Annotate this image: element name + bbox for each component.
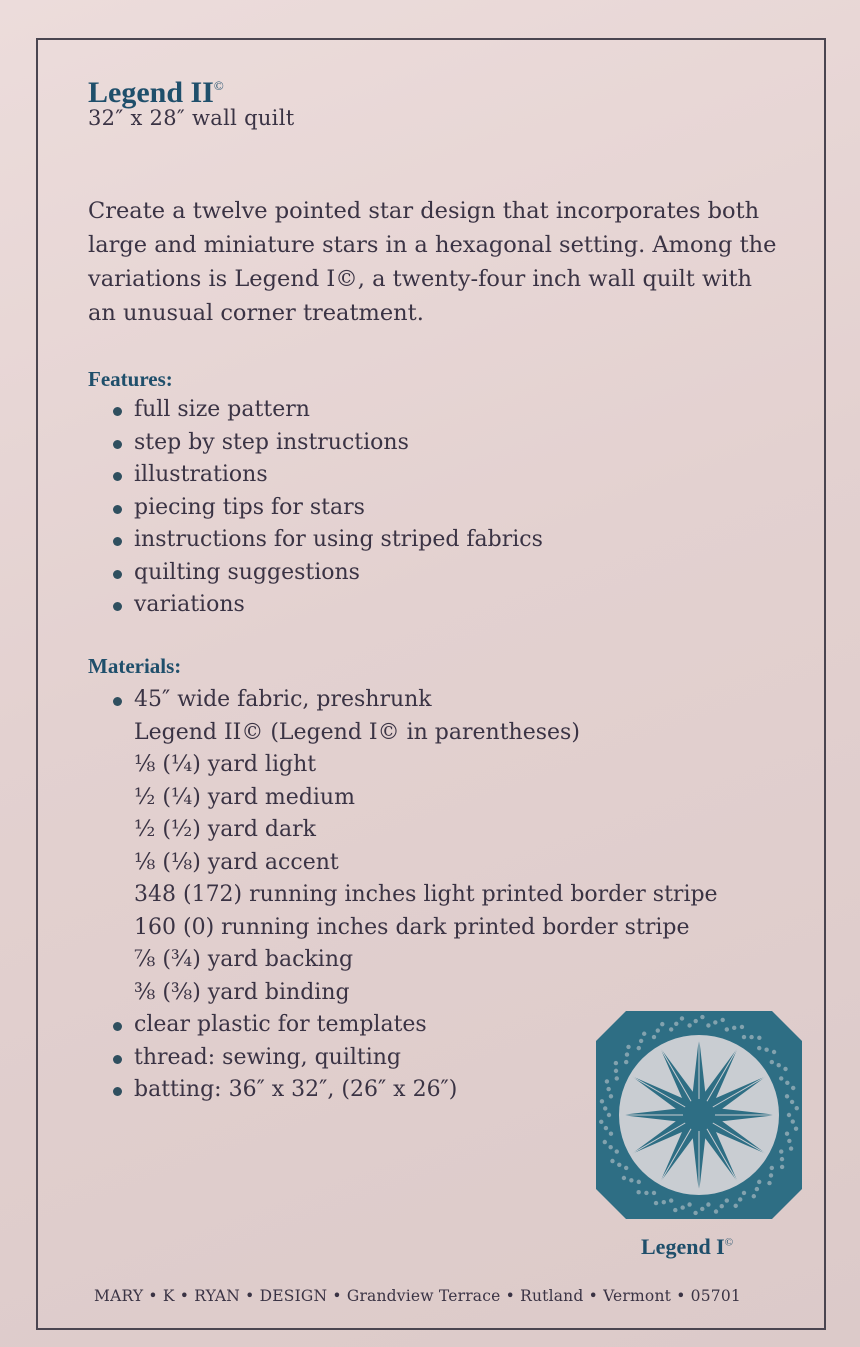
list-item: ⅛ (⅛) yard accent	[134, 849, 339, 875]
title-text: Legend II	[88, 76, 214, 109]
border-speck	[772, 1050, 776, 1054]
border-speck	[742, 1035, 746, 1039]
border-speck	[610, 1159, 614, 1163]
border-speck	[755, 1187, 759, 1191]
border-speck	[732, 1026, 736, 1030]
border-speck	[785, 1094, 789, 1098]
border-speck	[680, 1016, 684, 1020]
list-item: full size pattern	[108, 394, 543, 427]
border-speck	[669, 1198, 673, 1202]
border-speck	[642, 1032, 646, 1036]
border-speck	[795, 1106, 799, 1110]
border-speck	[770, 1166, 774, 1170]
page-title	[88, 76, 224, 110]
intro-line: variations is Legend I©, a twenty-four inch wall quilt with	[88, 266, 752, 292]
border-speck	[791, 1086, 795, 1090]
illustration-caption	[641, 1234, 733, 1260]
border-speck	[785, 1081, 789, 1085]
border-speck	[656, 1028, 660, 1032]
border-speck	[662, 1200, 666, 1204]
list-item: instructions for using striped fabrics	[108, 524, 543, 557]
border-speck	[720, 1204, 724, 1208]
legend-i-quilt-illustration	[596, 1011, 802, 1219]
border-speck	[680, 1205, 684, 1209]
list-item: piecing tips for stars	[108, 492, 543, 525]
border-speck	[787, 1139, 791, 1143]
border-speck	[636, 1190, 640, 1194]
list-item: variations	[108, 589, 543, 622]
list-item: clear plastic for templates	[108, 1009, 718, 1042]
border-speck	[757, 1046, 761, 1050]
border-speck	[599, 1120, 603, 1124]
publisher-footer: MARY • K • RYAN • DESIGN • Grandview Terrace • Rutland • Vermont • 05701	[94, 1287, 741, 1305]
border-speck	[779, 1076, 783, 1080]
list-item: ⅞ (¾) yard backing	[134, 947, 354, 972]
intro-line: Create a twelve pointed star design that incorporates both	[88, 198, 760, 224]
border-speck	[615, 1149, 619, 1153]
border-speck	[673, 1208, 677, 1212]
border-speck	[693, 1211, 697, 1215]
list-item: ½ (¼) yard medium	[134, 784, 355, 810]
border-speck	[706, 1202, 710, 1206]
features-heading: Features:	[88, 367, 173, 391]
border-speck	[694, 1019, 698, 1023]
border-speck	[779, 1149, 783, 1153]
border-speck	[644, 1191, 648, 1195]
intro-paragraph	[88, 194, 788, 330]
features-list	[108, 394, 543, 622]
list-item: ½ (½) yard dark	[134, 817, 316, 842]
border-speck	[757, 1036, 761, 1040]
border-speck	[721, 1018, 725, 1022]
border-speck	[624, 1166, 628, 1170]
border-speck	[687, 1202, 691, 1206]
border-speck	[767, 1181, 771, 1185]
border-speck	[652, 1035, 656, 1039]
list-item: thread: sewing, quilting	[108, 1042, 718, 1075]
border-speck	[734, 1204, 738, 1208]
intro-line: an unusual corner treatment.	[88, 300, 424, 326]
border-speck	[687, 1023, 691, 1027]
border-speck	[629, 1178, 633, 1182]
title-copyright-mark: ©	[213, 78, 224, 93]
list-item: batting: 36″ x 32″, (26″ x 26″)	[108, 1074, 718, 1107]
caption-copyright-mark: ©	[724, 1236, 734, 1249]
border-speck	[609, 1094, 613, 1098]
border-speck	[785, 1132, 789, 1136]
border-speck	[714, 1209, 718, 1213]
page-subtitle: 32″ x 28″ wall quilt	[88, 106, 295, 130]
border-speck	[725, 1198, 729, 1202]
border-speck	[614, 1069, 618, 1073]
border-speck	[626, 1045, 630, 1049]
border-speck	[605, 1079, 609, 1083]
border-speck	[725, 1027, 729, 1031]
border-speck	[787, 1113, 791, 1117]
border-speck	[780, 1157, 784, 1161]
border-speck	[700, 1207, 704, 1211]
list-item: illustrations	[108, 459, 543, 492]
border-speck	[674, 1022, 678, 1026]
border-speck	[749, 1035, 753, 1039]
border-speck	[607, 1113, 611, 1117]
border-speck	[603, 1106, 607, 1110]
list-item: 45″ wide fabric, preshrunk	[108, 684, 718, 717]
border-speck	[652, 1191, 656, 1195]
border-speck	[700, 1015, 704, 1019]
border-speck	[615, 1076, 619, 1080]
border-speck	[614, 1061, 618, 1065]
border-speck	[794, 1126, 798, 1130]
border-speck	[625, 1052, 629, 1056]
border-speck	[770, 1060, 774, 1064]
border-speck	[637, 1180, 641, 1184]
border-speck	[789, 1146, 793, 1150]
border-speck	[757, 1180, 761, 1184]
border-speck	[600, 1099, 604, 1103]
border-speck	[769, 1173, 773, 1177]
border-speck	[790, 1100, 794, 1104]
border-speck	[654, 1201, 658, 1205]
border-speck	[791, 1119, 795, 1123]
border-speck	[617, 1163, 621, 1167]
border-speck	[783, 1067, 787, 1071]
intro-line: large and miniature stars in a hexagonal setting. Among the	[88, 232, 777, 258]
border-speck	[639, 1039, 643, 1043]
border-speck	[669, 1027, 673, 1031]
border-speck	[706, 1023, 710, 1027]
quilt-star-center	[683, 1099, 715, 1131]
border-speck	[738, 1197, 742, 1201]
border-speck	[764, 1048, 768, 1052]
border-speck	[742, 1191, 746, 1195]
list-item: quilting suggestions	[108, 557, 543, 590]
list-item: 160 (0) running inches dark printed border stripe	[134, 914, 690, 940]
list-item: step by step instructions	[108, 427, 543, 460]
list-item: 348 (172) running inches light printed border stripe	[134, 882, 718, 907]
caption-text: Legend I	[641, 1234, 725, 1259]
border-speck	[609, 1132, 613, 1136]
border-speck	[606, 1087, 610, 1091]
border-speck	[604, 1126, 608, 1130]
border-speck	[603, 1140, 607, 1144]
border-speck	[608, 1145, 612, 1149]
border-speck	[777, 1063, 781, 1067]
border-speck	[713, 1020, 717, 1024]
border-speck	[752, 1194, 756, 1198]
border-speck	[624, 1060, 628, 1064]
list-item: ⅛ (¼) yard light	[134, 752, 317, 777]
border-speck	[660, 1022, 664, 1026]
list-item: Legend II© (Legend I© in parentheses)	[134, 719, 580, 745]
border-speck	[622, 1176, 626, 1180]
border-speck	[780, 1165, 784, 1169]
border-speck	[637, 1046, 641, 1050]
list-item: ⅜ (⅜) yard binding	[134, 979, 350, 1005]
materials-heading: Materials:	[88, 654, 182, 678]
border-speck	[740, 1025, 744, 1029]
